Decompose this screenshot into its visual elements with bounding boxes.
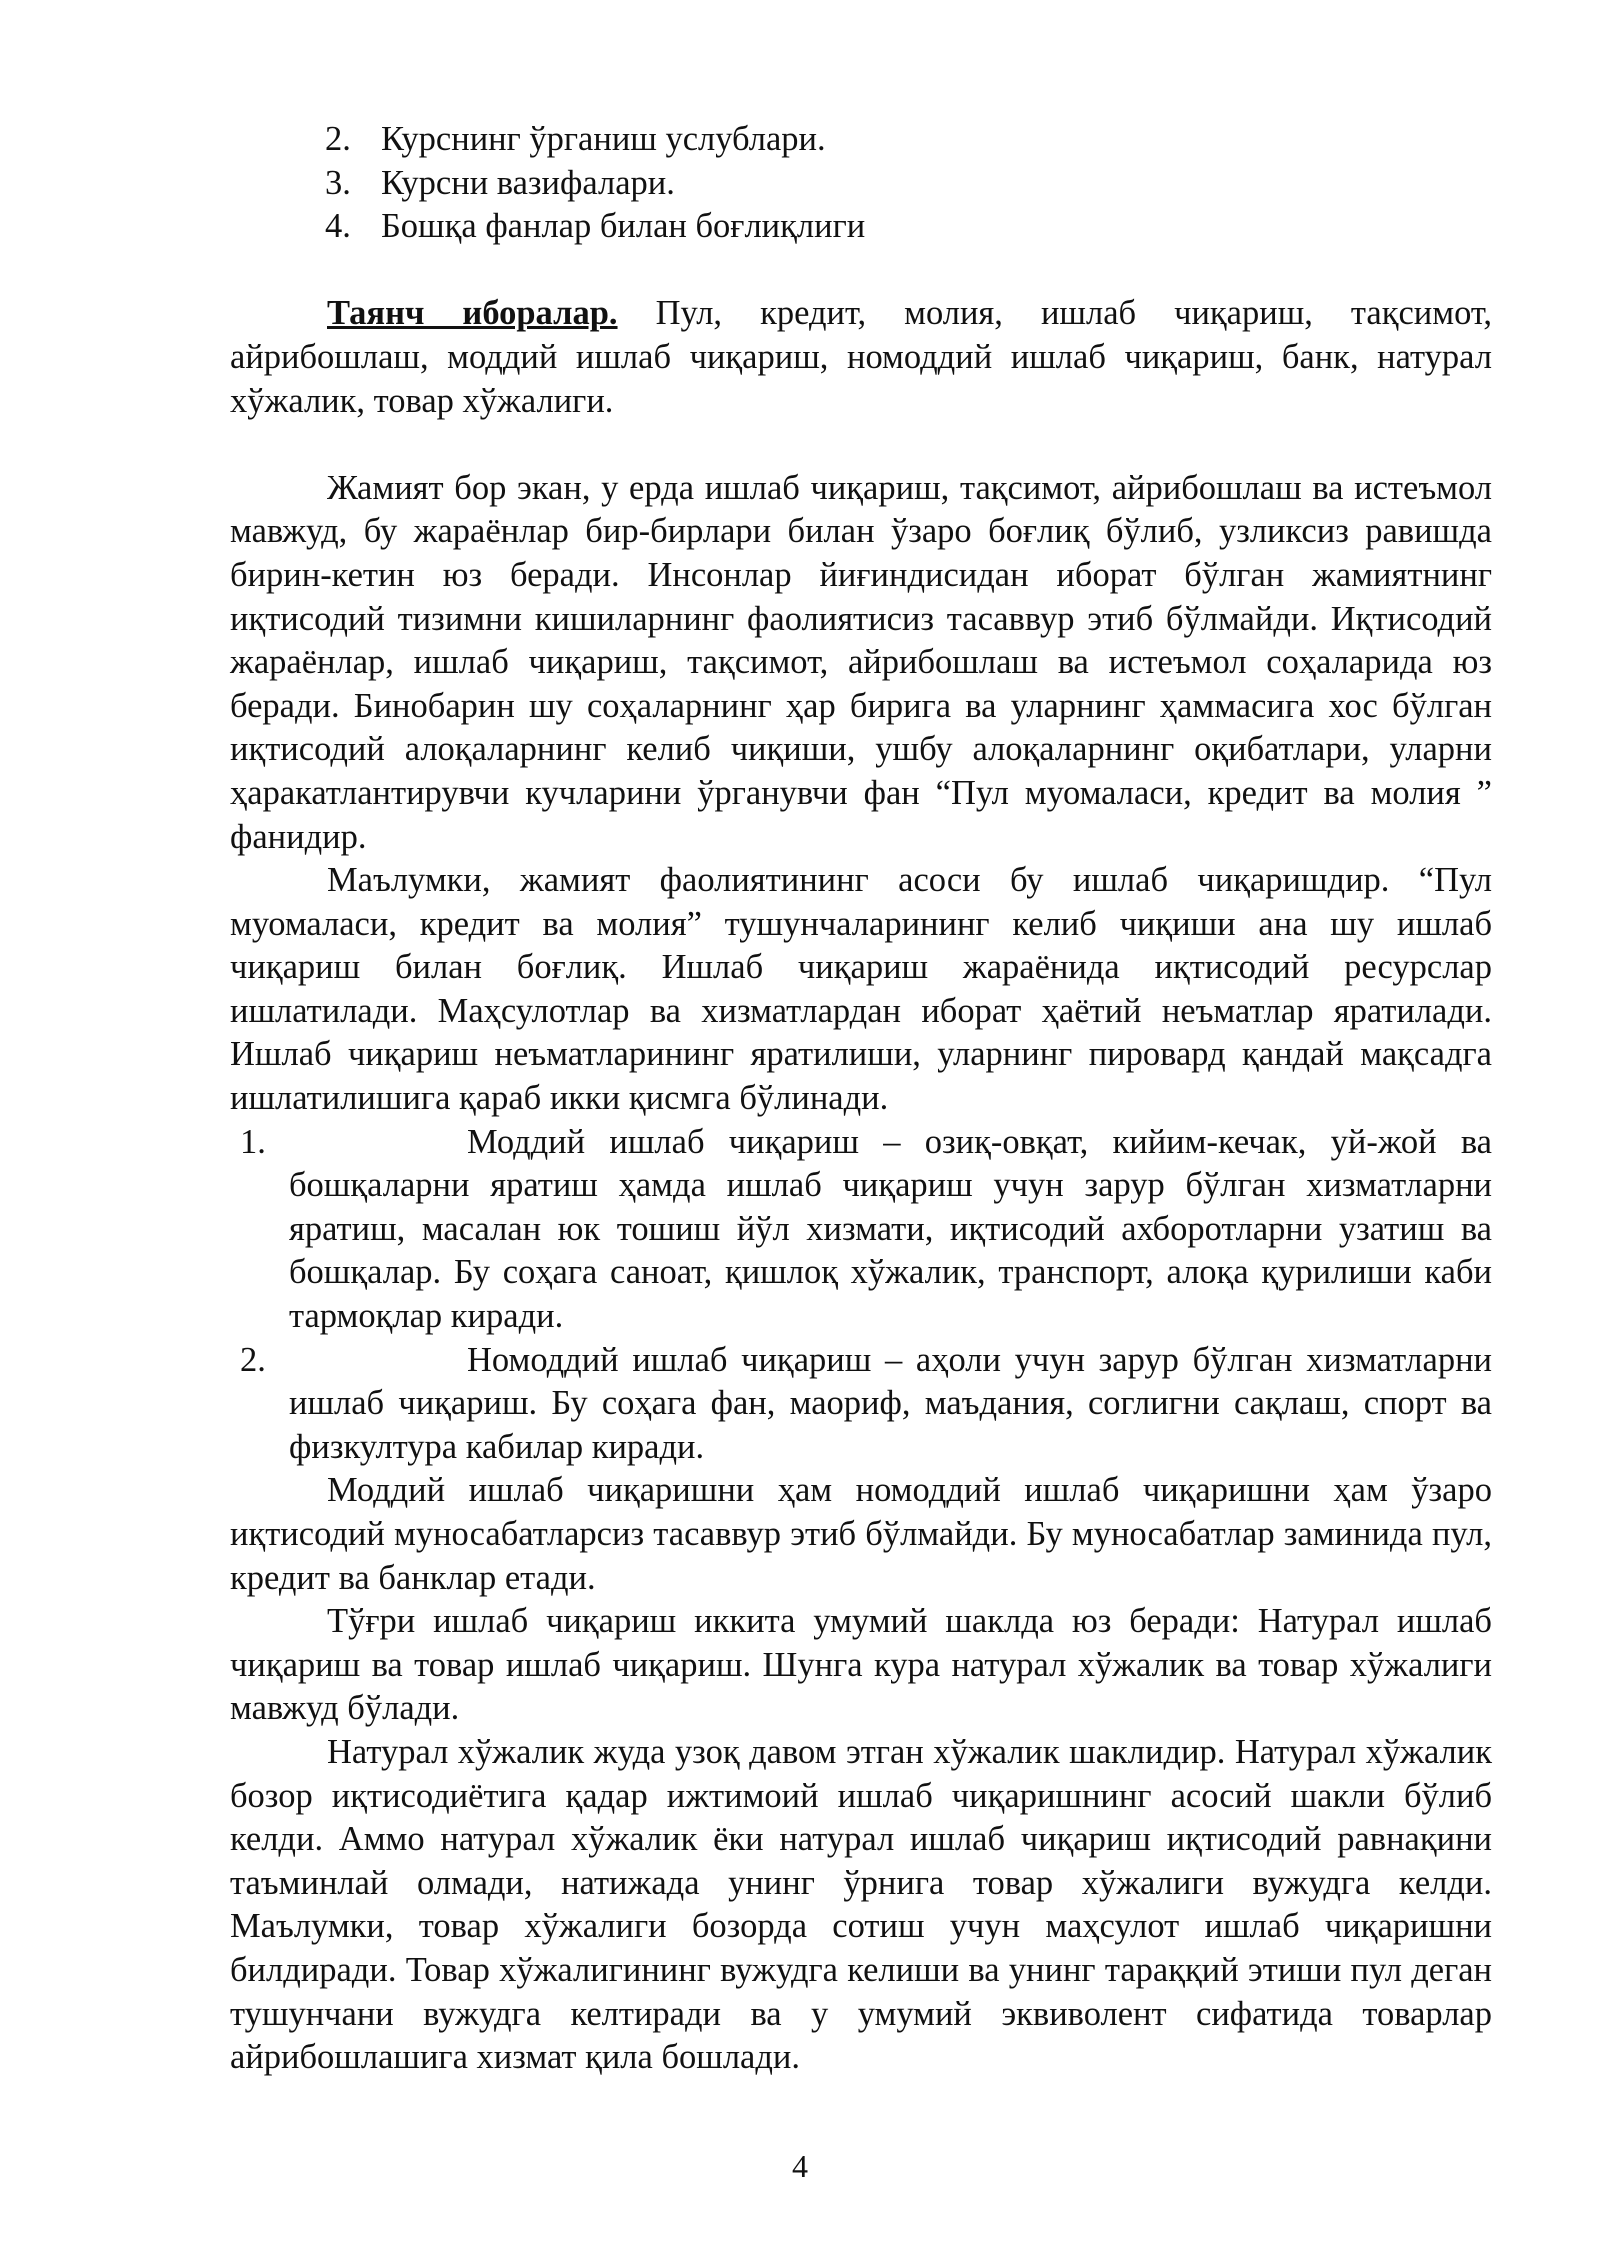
- item-text: Моддий ишлаб чиқариш – озиқ-овқат, кийим-кечак, уй-жой ва бошқаларни яратиш ҳамда ишлаб чиқариш учун зарур бўлган хизматларни яратиш, масалан юк тошиш йўл хизмати, иқтисодий ахборотларни узатиш ва бошқалар. Бу соҳага саноат, қишлоқ хўжалик, транспорт, алоқа қурилиши каби тармоқлар киради.: [289, 1122, 1492, 1336]
- keywords-text: Пул, кредит, молия, ишлаб чиқариш, тақсимот, айрибошлаш, моддий ишлаб чиқариш, номоддий ишлаб чиқариш, банк, натурал хўжалик, товар хўжалиги.: [230, 294, 1493, 420]
- list-item: [325, 162, 1492, 206]
- list-item: [325, 205, 1492, 249]
- spacer: [230, 249, 1492, 293]
- list-item: [325, 118, 1492, 162]
- document-page: [230, 118, 1492, 2080]
- keywords-paragraph: [230, 292, 1492, 423]
- numbered-item-2: [230, 1339, 1492, 1470]
- intro-list: [230, 118, 1492, 249]
- paragraph-4: Тўғри ишлаб чиқариш иккита умумий шаклда юз беради: Натурал ишлаб чиқариш ва товар ишлаб чиқариш. Шунга кура натурал хўжалик ва товар хўжалиги мавжуд бўлади.: [230, 1602, 1492, 1728]
- list-item-number: 4.: [325, 207, 351, 246]
- list-item-text: Курсни вазифалари.: [381, 163, 675, 202]
- paragraph-3: Моддий ишлаб чиқаришни ҳам номоддий ишлаб чиқаришни ҳам ўзаро иқтисодий муносабатларсиз тасаввур этиб бўлмайди. Бу муносабатлар заминида пул, кредит ва банклар етади.: [230, 1471, 1492, 1597]
- item-number: 1.: [240, 1122, 266, 1161]
- item-number: 2.: [240, 1340, 266, 1379]
- spacer: [230, 423, 1492, 467]
- page-number: 4: [792, 2148, 808, 2184]
- list-item-text: Бошқа фанлар билан боғлиқлиги: [381, 207, 866, 246]
- keywords-label: Таянч иборалар.: [327, 294, 618, 333]
- paragraph-1: Жамият бор экан, у ерда ишлаб чиқариш, тақсимот, айрибошлаш ва истеъмол мавжуд, бу жараёнлар бир-бирлари билан ўзаро боғлиқ бўлиб, узликсиз равишда бирин-кетин юз беради. Инсонлар йиғиндисидан иборат бўлган жамиятнинг иқтисодий тизимни кишиларнинг фаолиятисиз тасаввур этиб бўлмайди. Иқтисодий жараёнлар, ишлаб чиқариш, тақсимот, айрибошлаш ва истеъмол соҳаларида юз беради. Бинобарин шу соҳаларнинг ҳар бирига ва уларнинг ҳаммасига хос бўлган иқтисодий алоқаларнинг келиб чиқиши, ушбу алоқаларнинг оқибатлари, уларни ҳаракатлантирувчи кучларини ўрганувчи фан “Пул муомаласи, кредит ва молия ” фанидир.: [230, 468, 1492, 856]
- list-item-text: Курснинг ўрганиш услублари.: [381, 120, 826, 158]
- numbered-item-1: [230, 1121, 1492, 1339]
- item-text: Номоддий ишлаб чиқариш – аҳоли учун зарур бўлган хизматларни ишлаб чиқариш. Бу соҳага фан, маориф, маъдания, соглигни сақлаш, спорт ва физкултура кабилар киради.: [289, 1340, 1492, 1466]
- paragraph-2: Маълумки, жамият фаолиятининг асоси бу ишлаб чиқаришдир. “Пул муомаласи, кредит ва молия” тушунчаларининг келиб чиқиши ана шу ишлаб чиқариш билан боғлиқ. Ишлаб чиқариш жараёнида иқтисодий ресурслар ишлатилади. Маҳсулотлар ва хизматлардан иборат ҳаётий неъматлар яратилади. Ишлаб чиқариш неъматларининг яратилиши, уларнинг пировард қандай мақсадга ишлатилишига қараб икки қисмга бўлинади.: [230, 861, 1492, 1118]
- paragraph-5: Натурал хўжалик жуда узоқ давом этган хўжалик шаклидир. Натурал хўжалик бозор иқтисодиётига қадар ижтимоий ишлаб чиқаришнинг асосий шакли бўлиб келди. Аммо натурал хўжалик ёки натурал ишлаб чиқариш иқтисодий равнақини таъминлай олмади, натижада унинг ўрнига товар хўжалиги вужудга келди. Маълумки, товар хўжалиги бозорда сотиш учун маҳсулот ишлаб чиқаришни билдиради. Товар хўжалигининг вужудга келиши ва унинг тараққий этиши пул деган тушунчани вужудга келтиради ва у умумий эквиволент сифатида товарлар айрибошлашига хизмат қила бошлади.: [230, 1732, 1492, 2077]
- list-item-number: 3.: [325, 163, 351, 202]
- list-item-number: 2.: [325, 120, 351, 158]
